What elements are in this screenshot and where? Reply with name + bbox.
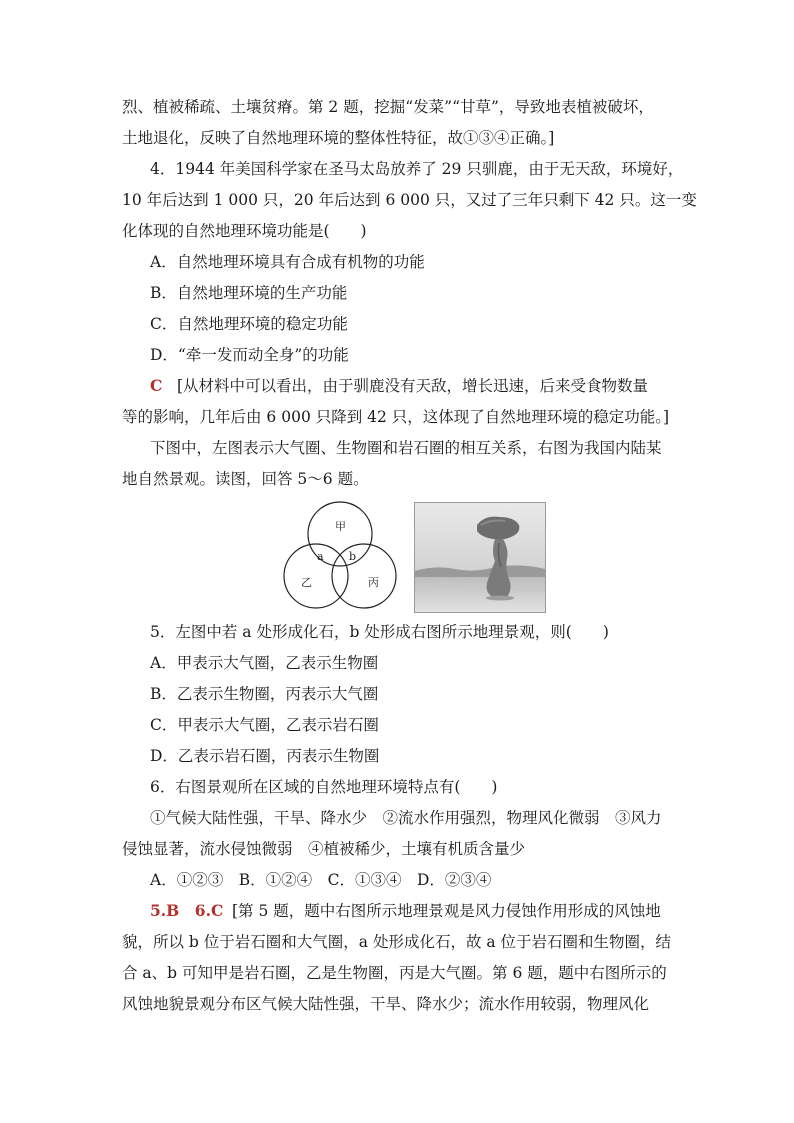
question-5-option-c: C．甲表示大气圈，乙表示岩石圈 [150,716,379,734]
label-a: a [317,550,324,563]
question-6-stem: 6．右图景观所在区域的自然地理环境特点有( ) [150,778,498,796]
intro-line-1: 下图中，左图表示大气圈、生物圈和岩石圈的相互关系，右图为我国内陆某 [150,439,662,457]
question-4-option-b: B．自然地理环境的生产功能 [150,284,348,302]
question-5-option-a: A．甲表示大气圈，乙表示生物圈 [150,654,379,672]
text-line-2: 土地退化，反映了自然地理环境的整体性特征，故①③④正确。] [122,129,555,147]
venn-diagram [276,500,406,612]
question-6-items-2: 侵蚀显著，流水侵蚀微弱 ④植被稀少，土壤有机质含量少 [122,840,526,858]
question-5-option-d: D．乙表示岩石圈，丙表示生物圈 [150,747,380,765]
question-4-stem-3: 化体现的自然地理环境功能是( ) [122,222,367,240]
question-5-stem: 5．左图中若 a 处形成化石，b 处形成右图所示地理景观，则( ) [150,623,609,641]
circle-yi [284,544,348,608]
question-4-stem-1: 4．1944 年美国科学家在圣马太岛放养了 29 只驯鹿，由于无天敌，环境好， [150,160,684,178]
intro-line-2: 地自然景观。读图，回答 5～6 题。 [122,470,369,488]
question-6-items-1: ①气候大陆性强，干旱、降水少 ②流水作用强烈，物理风化微弱 ③风力 [150,809,662,827]
question-6-options: A．①②③ B．①②④ C．①③④ D．②③④ [150,871,492,889]
label-yi: 乙 [301,576,312,589]
text-line-1: 烈、植被稀疏、土壤贫瘠。第 2 题，挖掘“发菜”“甘草”，导致地表植被破坏， [122,98,654,116]
label-b: b [349,550,357,563]
answer-5-6: 5.B 6.C [150,901,224,920]
question-4-option-a: A．自然地理环境具有合成有机物的功能 [150,253,425,271]
label-jia: 甲 [335,520,346,533]
landscape-photo [414,502,546,613]
question-4-option-c: C．自然地理环境的稳定功能 [150,315,348,333]
label-bing: 丙 [368,576,379,589]
explanation-4-line-2: 等的影响，几年后由 6 000 只降到 42 只，这体现了自然地理环境的稳定功能。] [122,408,670,426]
explanation-56-line-1: [第 5 题，题中右图所示地理景观是风力侵蚀作用形成的风蚀地 [232,902,661,920]
explanation-56-line-4: 风蚀地貌景观分布区气候大陆性强，干旱、降水少；流水作用较弱，物理风化 [122,995,650,1013]
explanation-4-line-1: [从材料中可以看出，由于驯鹿没有天敌，增长迅速，后来受食物数量 [177,377,649,395]
question-4-stem-2: 10 年后达到 1 000 只，20 年后达到 6 000 只，又过了三年只剩下 42 只。这一变 [122,191,697,209]
answer-4: C [150,376,163,395]
explanation-56-line-2: 貌，所以 b 位于岩石圈和大气圈，a 处形成化石，故 a 位于岩石圈和生物圈，结 [122,933,672,951]
circle-bing [332,544,396,608]
explanation-56-line-3: 合 a、b 可知甲是岩石圈，乙是生物圈，丙是大气圈。第 6 题，题中右图所示的 [122,964,667,982]
question-4-option-d: D．“牵一发而动全身”的功能 [150,346,349,364]
question-5-option-b: B．乙表示生物圈，丙表示大气圈 [150,685,379,703]
